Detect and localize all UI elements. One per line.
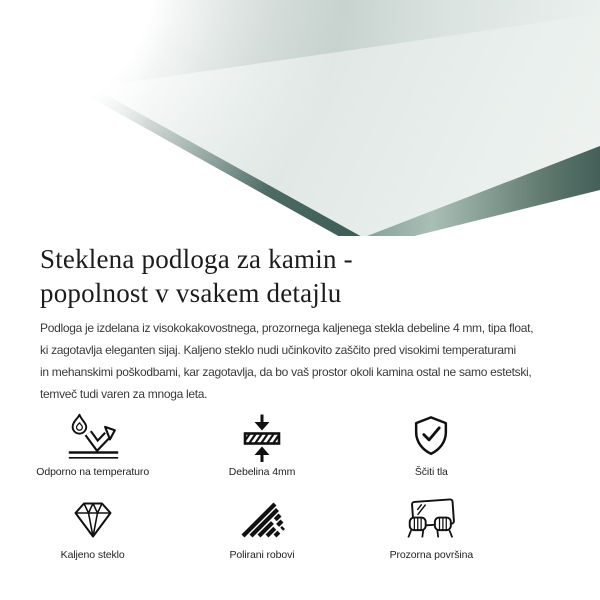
description-line: Podloga je izdelana iz visokokakovostnega, prozornega kaljenega stekla debeline 4 mm, tipa float, [40,321,534,335]
feature-temperature-resistant [8,413,177,478]
title-line-2: popolnost v vsakem detajlu [40,278,342,308]
feature-label: Debelina 4mm [228,466,296,478]
description-line: in mehanskimi poškodbami, kar zagotavlja, da bo vaš prostor okoli kamina ostal ne samo estetski, [40,365,532,379]
product-photo-glass-sheet [0,0,600,236]
diamond-icon [69,496,117,544]
thickness-arrows-icon [238,413,286,461]
feature-label: Polirani robovi [229,549,295,561]
feature-polished-edges [177,496,346,561]
description-line: temveč tudi varen za mnoga leta. [40,387,208,401]
feature-protects-floor [347,413,516,478]
title-line-1: Steklena podloga za kamin - [40,244,353,274]
features-grid [8,413,516,561]
feature-label: Odporno na temperaturo [36,466,150,478]
photo-fade-top-left [0,0,600,236]
flame-bounce-arrow-icon [62,413,124,461]
feature-label: Ščiti tla [414,466,448,478]
feature-transparent-surface [347,496,516,561]
hands-holding-panel-icon [402,496,460,544]
shield-check-icon [408,413,454,461]
feature-thickness [177,413,346,478]
description-line: ki zagotavlja eleganten sijaj. Kaljeno steklo nudi učinkovito zaščito pred visokimi temperaturami [40,343,516,357]
diagonal-stripes-icon [238,496,286,544]
feature-label: Kaljeno steklo [60,549,125,561]
page-title [40,236,560,310]
feature-label: Prozorna površina [389,549,474,561]
feature-tempered-glass [8,496,177,561]
product-description [40,317,560,405]
